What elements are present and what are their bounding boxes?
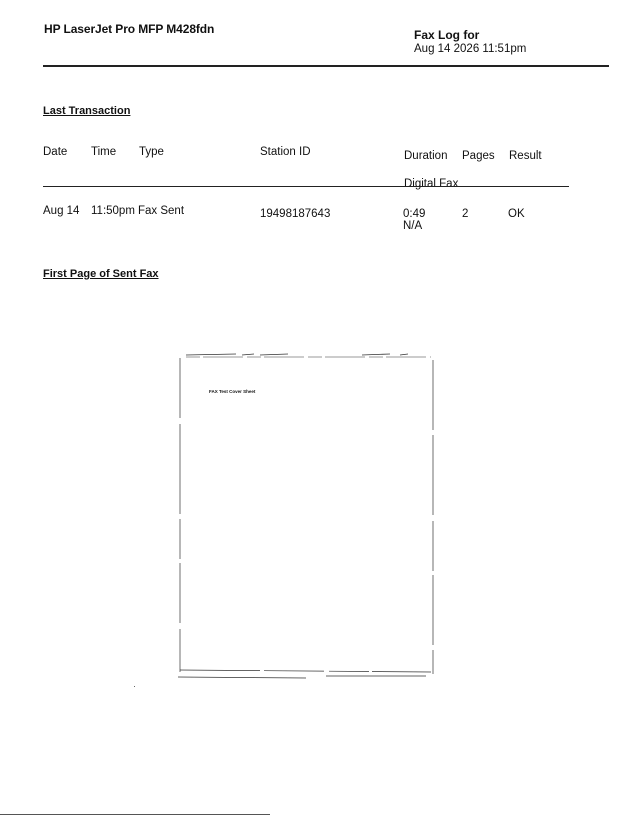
scan-speck xyxy=(134,686,135,687)
row-digital-fax: N/A xyxy=(403,220,423,232)
first-page-heading: First Page of Sent Fax xyxy=(43,268,159,280)
thumbnail-header-squiggle xyxy=(186,354,408,355)
column-header-result: Result xyxy=(509,150,542,162)
log-title: Fax Log for xyxy=(414,28,480,42)
column-header-digital-fax: Digital Fax xyxy=(404,178,459,190)
row-station-id: 19498187643 xyxy=(260,208,331,220)
row-date: Aug 14 xyxy=(43,205,80,217)
row-time: 11:50pm xyxy=(91,205,135,217)
row-pages: 2 xyxy=(462,208,469,220)
thumbnail-cover-title: FAX Test Cover Sheet xyxy=(209,389,256,394)
row-duration: 0:49 xyxy=(403,208,426,220)
column-header-pages: Pages xyxy=(462,150,495,162)
row-type: Fax Sent xyxy=(138,205,185,217)
column-header-duration: Duration xyxy=(404,150,448,162)
bottom-rule xyxy=(0,814,270,815)
column-header-date: Date xyxy=(43,146,68,158)
device-name: HP LaserJet Pro MFP M428fdn xyxy=(44,22,215,36)
thumbnail-bottom-edge xyxy=(180,670,431,672)
row-result: OK xyxy=(508,208,525,220)
table-divider xyxy=(43,186,569,187)
fax-page-thumbnail xyxy=(176,352,438,682)
column-header-type: Type xyxy=(139,146,164,158)
header-divider xyxy=(43,65,609,67)
column-header-time: Time xyxy=(91,146,117,158)
last-transaction-heading: Last Transaction xyxy=(43,105,131,117)
log-date: Aug 14 2026 11:51pm xyxy=(414,43,527,55)
column-header-station-id: Station ID xyxy=(260,146,311,158)
thumbnail-bottom-shadow xyxy=(178,676,426,678)
